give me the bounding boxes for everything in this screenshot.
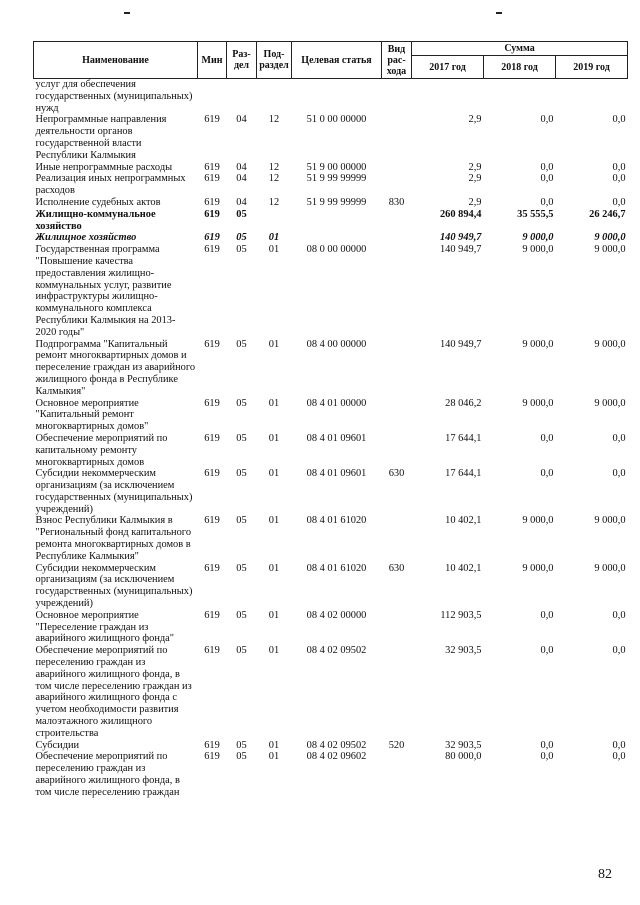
row-razdel: 05 — [236, 751, 247, 763]
row-name: Иные непрограммные расходы — [35, 161, 173, 173]
table-row — [34, 398, 628, 433]
row-min: 619 — [204, 751, 220, 763]
row-celevaya — [292, 232, 382, 244]
row-razdel: 05 — [236, 468, 247, 480]
row-sum-2018: 9 000,0 — [522, 397, 554, 409]
row-min: 619 — [204, 114, 220, 126]
row-vid — [382, 515, 412, 562]
row-podrazdel: 01 — [268, 562, 280, 574]
table-row — [34, 610, 628, 645]
row-sum-2018: 9 000,0 — [522, 515, 554, 527]
row-sum-2018: 0,0 — [540, 432, 554, 444]
row-vid: 520 — [388, 739, 405, 751]
row-razdel: 05 — [236, 515, 247, 527]
row-min — [198, 79, 227, 115]
row-min: 619 — [204, 397, 220, 409]
row-sum-2019: 9 000,0 — [594, 244, 626, 256]
row-sum-2017: 112 903,5 — [440, 609, 482, 621]
row-min: 619 — [204, 244, 220, 256]
row-sum-2017: 140 949,7 — [439, 232, 482, 244]
row-min: 619 — [204, 468, 220, 480]
table-row — [34, 339, 628, 398]
row-name: Основное мероприятие "Капитальный ремонт многоквартирных домов" — [35, 397, 149, 433]
row-sum-2017: 260 894,4 — [439, 208, 482, 220]
row-sum-2019: 0,0 — [612, 161, 626, 173]
row-razdel: 05 — [236, 739, 247, 751]
header-summa: Сумма — [412, 42, 628, 56]
row-name: Государственная программа "Повышение качества предоставления жилищно-коммунальных услуг, развитие инфраструктуры жилищно-коммунального комплекса Республики Калмыкия на 2013-2020 годы" — [35, 244, 176, 338]
row-celevaya: 08 4 00 00000 — [306, 338, 367, 350]
table-row — [34, 173, 628, 197]
row-celevaya: 08 4 02 09602 — [306, 751, 367, 763]
row-sum-2017: 32 903,5 — [445, 645, 482, 657]
row-razdel: 05 — [236, 609, 247, 621]
row-name: Взнос Республики Калмыкия в "Региональный фонд капитального ремонта многоквартирных домов в Республике Калмыкия" — [35, 515, 192, 562]
row-sum-2017: 17 644,1 — [445, 432, 482, 444]
table-header — [34, 42, 628, 79]
row-celevaya — [292, 209, 382, 233]
row-sum-2018 — [484, 79, 556, 115]
row-razdel: 05 — [236, 562, 247, 574]
table-row — [34, 162, 628, 174]
row-sum-2019: 0,0 — [612, 468, 626, 480]
row-celevaya: 08 4 01 09601 — [306, 432, 367, 444]
header-2017: 2017 год — [412, 56, 484, 79]
row-podrazdel — [257, 209, 292, 233]
table-row — [34, 244, 628, 338]
row-podrazdel: 01 — [268, 515, 280, 527]
row-podrazdel: 01 — [268, 645, 280, 657]
row-podrazdel: 12 — [268, 173, 280, 185]
row-name: Обеспечение мероприятий по переселению граждан из аварийного жилищного фонда, в том числе переселению граждан из аварийного жилищного фонда с учетом необходимости развития малоэтажного жилищного строительства — [35, 645, 192, 739]
row-name: услуг для обеспечения государственных (муниципальных) нужд — [35, 79, 193, 114]
row-min: 619 — [204, 161, 220, 173]
row-min: 619 — [204, 173, 220, 185]
row-celevaya: 08 4 02 09502 — [306, 645, 367, 657]
row-celevaya: 08 4 01 61020 — [306, 515, 367, 527]
row-sum-2018: 0,0 — [540, 468, 554, 480]
row-sum-2018: 0,0 — [540, 609, 554, 621]
row-sum-2017: 2,9 — [468, 173, 482, 185]
row-sum-2017: 28 046,2 — [445, 397, 482, 409]
table-row — [34, 79, 628, 115]
row-sum-2018: 9 000,0 — [522, 562, 554, 574]
header-min: Мин — [198, 42, 227, 79]
row-podrazdel: 01 — [268, 468, 280, 480]
row-vid — [382, 645, 412, 739]
row-min: 619 — [204, 562, 220, 574]
row-podrazdel: 01 — [268, 751, 280, 763]
row-min: 619 — [204, 739, 220, 751]
table-row — [34, 232, 628, 244]
row-sum-2018: 9 000,0 — [522, 338, 554, 350]
row-sum-2017: 2,9 — [468, 114, 482, 126]
row-name: Жилищно-коммунальное хозяйство — [35, 208, 156, 232]
row-sum-2019: 26 246,7 — [589, 208, 626, 220]
table-row — [34, 740, 628, 752]
row-celevaya — [292, 79, 382, 115]
row-sum-2017: 80 000,0 — [445, 751, 482, 763]
row-razdel: 05 — [236, 645, 247, 657]
row-razdel: 04 — [236, 161, 247, 173]
row-podrazdel — [257, 79, 292, 115]
row-min: 619 — [204, 515, 220, 527]
row-celevaya: 08 4 01 61020 — [306, 562, 367, 574]
row-celevaya: 51 9 99 99999 — [306, 196, 367, 208]
row-name: Обеспечение мероприятий по капитальному ремонту многоквартирных домов — [35, 432, 168, 468]
row-razdel: 04 — [236, 114, 247, 126]
row-razdel: 05 — [236, 397, 247, 409]
row-vid — [382, 114, 412, 161]
table-row — [34, 751, 628, 798]
table-row — [34, 433, 628, 468]
table-row — [34, 515, 628, 562]
row-sum-2019: 0,0 — [612, 751, 626, 763]
row-podrazdel: 01 — [268, 397, 280, 409]
row-sum-2019: 0,0 — [612, 173, 626, 185]
row-min: 619 — [204, 432, 220, 444]
row-min: 619 — [204, 645, 220, 657]
header-vid: Вид рас-хода — [382, 42, 412, 79]
row-vid — [382, 209, 412, 233]
header-name: Наименование — [34, 42, 198, 79]
row-celevaya: 08 4 02 00000 — [306, 609, 367, 621]
row-name: Исполнение судебных актов — [35, 196, 161, 208]
header-razdel: Раз-дел — [227, 42, 257, 79]
table-body — [34, 79, 628, 799]
row-name: Субсидии — [35, 739, 80, 751]
row-sum-2019: 0,0 — [612, 609, 626, 621]
row-sum-2018: 35 555,5 — [517, 208, 554, 220]
row-sum-2017: 32 903,5 — [445, 739, 482, 751]
table-row — [34, 197, 628, 209]
row-vid — [382, 339, 412, 398]
row-sum-2019: 9 000,0 — [594, 562, 626, 574]
row-name: Подпрограмма "Капитальный ремонт многоквартирных домов и переселение граждан из аварийного жилищного фонда в Республике Калмыкия" — [35, 338, 196, 397]
row-sum-2017 — [412, 79, 484, 115]
row-sum-2017: 10 402,1 — [445, 562, 482, 574]
row-vid — [382, 751, 412, 798]
header-celevaya: Целевая статья — [292, 42, 382, 79]
row-min: 619 — [204, 208, 220, 220]
row-sum-2018: 0,0 — [540, 173, 554, 185]
row-sum-2018: 0,0 — [540, 751, 554, 763]
row-razdel: 05 — [236, 432, 247, 444]
top-left-mark — [124, 12, 130, 14]
row-sum-2017: 140 949,7 — [439, 244, 482, 256]
row-min: 619 — [204, 232, 220, 244]
row-min: 619 — [204, 196, 220, 208]
row-podrazdel: 01 — [268, 232, 280, 244]
row-vid: 630 — [388, 562, 405, 574]
row-podrazdel: 12 — [268, 196, 280, 208]
row-celevaya: 08 4 01 00000 — [306, 397, 367, 409]
row-celevaya: 51 9 00 00000 — [306, 161, 367, 173]
row-razdel: 05 — [236, 208, 247, 220]
row-vid — [382, 79, 412, 115]
row-sum-2019: 9 000,0 — [594, 515, 626, 527]
row-razdel: 05 — [236, 244, 247, 256]
row-razdel: 05 — [236, 232, 247, 244]
row-sum-2018: 0,0 — [540, 114, 554, 126]
row-sum-2019 — [556, 79, 628, 115]
table-row — [34, 468, 628, 515]
row-podrazdel: 01 — [268, 432, 280, 444]
row-podrazdel: 12 — [268, 161, 280, 173]
row-celevaya: 08 4 02 09502 — [306, 739, 367, 751]
top-right-mark — [496, 12, 502, 14]
row-vid — [382, 232, 412, 244]
row-razdel: 05 — [236, 338, 247, 350]
row-podrazdel: 01 — [268, 739, 280, 751]
row-sum-2017: 17 644,1 — [445, 468, 482, 480]
row-vid: 630 — [388, 468, 405, 480]
row-vid: 830 — [388, 196, 405, 208]
row-podrazdel: 01 — [268, 244, 280, 256]
row-sum-2019: 0,0 — [612, 739, 626, 751]
table-row — [34, 563, 628, 610]
row-name: Основное мероприятие "Переселение граждан из аварийного жилищного фонда" — [35, 609, 175, 645]
header-podrazdel: Под-раздел — [257, 42, 292, 79]
row-sum-2019: 0,0 — [612, 196, 626, 208]
row-min: 619 — [204, 609, 220, 621]
row-vid — [382, 398, 412, 433]
header-2018: 2018 год — [484, 56, 556, 79]
row-sum-2019: 0,0 — [612, 645, 626, 657]
row-vid — [382, 610, 412, 645]
row-sum-2018: 0,0 — [540, 739, 554, 751]
row-name: Субсидии некоммерческим организациям (за исключением государственных (муниципальных) учреждений) — [35, 562, 193, 610]
row-name: Субсидии некоммерческим организациям (за исключением государственных (муниципальных) учреждений) — [35, 468, 193, 515]
row-celevaya: 51 0 00 00000 — [306, 114, 367, 126]
row-name: Непрограммные направления деятельности органов государственной власти Республики Калмыкия — [35, 114, 167, 161]
row-razdel: 04 — [236, 173, 247, 185]
row-razdel — [227, 79, 257, 115]
row-sum-2018: 9 000,0 — [522, 244, 554, 256]
header-2019: 2019 год — [556, 56, 628, 79]
row-name: Реализация иных непрограммных расходов — [35, 173, 186, 197]
row-vid — [382, 433, 412, 468]
table-row — [34, 114, 628, 161]
row-min: 619 — [204, 338, 220, 350]
row-vid — [382, 162, 412, 174]
row-celevaya: 08 4 01 09601 — [306, 468, 367, 480]
row-sum-2019: 9 000,0 — [594, 232, 626, 244]
row-sum-2018: 0,0 — [540, 196, 554, 208]
row-podrazdel: 01 — [268, 338, 280, 350]
budget-table — [33, 41, 628, 799]
row-podrazdel: 01 — [268, 609, 280, 621]
page-number: 82 — [598, 867, 612, 882]
row-name: Обеспечение мероприятий по переселению граждан из аварийного жилищного фонда, в том числе переселению граждан — [35, 751, 180, 798]
row-podrazdel: 12 — [268, 114, 280, 126]
row-sum-2017: 10 402,1 — [445, 515, 482, 527]
row-vid — [382, 244, 412, 338]
row-sum-2018: 0,0 — [540, 645, 554, 657]
row-razdel: 04 — [236, 196, 247, 208]
row-sum-2019: 0,0 — [612, 432, 626, 444]
row-celevaya: 08 0 00 00000 — [306, 244, 367, 256]
row-sum-2019: 9 000,0 — [594, 397, 626, 409]
row-sum-2018: 9 000,0 — [522, 232, 554, 244]
row-sum-2017: 140 949,7 — [439, 338, 482, 350]
row-celevaya: 51 9 99 99999 — [306, 173, 367, 185]
row-sum-2019: 9 000,0 — [594, 338, 626, 350]
row-name: Жилищное хозяйство — [35, 232, 137, 244]
row-vid — [382, 173, 412, 197]
row-sum-2019: 0,0 — [612, 114, 626, 126]
table-row — [34, 645, 628, 739]
row-sum-2017: 2,9 — [468, 196, 482, 208]
table-row — [34, 209, 628, 233]
row-sum-2017: 2,9 — [468, 161, 482, 173]
row-sum-2018: 0,0 — [540, 161, 554, 173]
